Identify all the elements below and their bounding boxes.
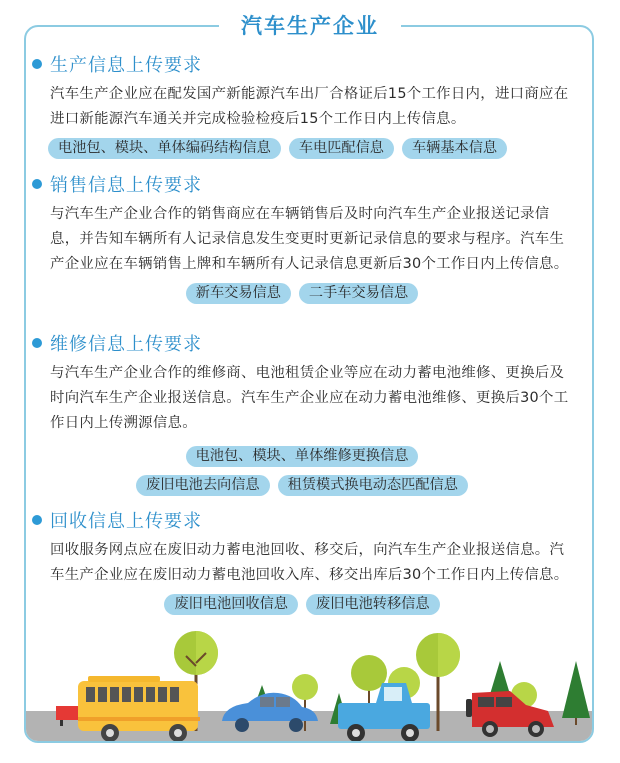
section-heading — [32, 508, 572, 532]
section-sales — [32, 172, 572, 304]
section-heading-text: 维修信息上传要求 — [50, 334, 202, 355]
pine-tree-icon — [562, 661, 590, 718]
bullet-icon — [32, 179, 42, 189]
section-body: 与汽车生产企业合作的维修商、电池租赁企业等应在动力蓄电池维修、更换后及时向汽车生产企业报送信息。汽车生产企业应在动力蓄电池维修、更换后30个工作日内上传溯源信息。 — [50, 365, 569, 431]
section-body: 与汽车生产企业合作的销售商应在车辆销售后及时向汽车生产企业报送记录信息，并告知车辆所有人记录信息发生变更时更新记录信息的要求与程序。汽车生产企业应在车辆销售上牌和车辆所有人记录信息更新后30个工作日内上传信息。 — [50, 206, 569, 272]
section-heading-text: 生产信息上传要求 — [50, 55, 202, 76]
info-pill: 车辆基本信息 — [402, 138, 507, 159]
info-pill: 车电匹配信息 — [289, 138, 394, 159]
title-bar — [0, 8, 620, 44]
pill-group — [32, 446, 572, 496]
section-repair — [32, 331, 572, 496]
info-pill: 废旧电池去向信息 — [136, 475, 270, 496]
pill-group — [32, 594, 572, 615]
info-pill: 二手车交易信息 — [299, 283, 418, 304]
red-suv-icon — [466, 691, 554, 737]
bullet-icon — [32, 59, 42, 69]
pill-group — [48, 138, 572, 159]
bullet-icon — [32, 338, 42, 348]
street-illustration — [26, 621, 592, 741]
info-pill: 电池包、模块、单体维修更换信息 — [186, 446, 419, 467]
section-body: 汽车生产企业应在配发国产新能源汽车出厂合格证后15个工作日内，进口商应在进口新能源汽车通关并完成检验检疫后15个工作日内上传信息。 — [50, 86, 569, 127]
info-pill: 电池包、模块、单体编码结构信息 — [48, 138, 281, 159]
section-heading-text: 销售信息上传要求 — [50, 175, 202, 196]
pill-group — [32, 283, 572, 304]
section-heading — [32, 172, 572, 196]
school-bus-icon — [56, 676, 200, 741]
bullet-icon — [32, 515, 42, 525]
section-heading — [32, 52, 572, 76]
info-pill: 新车交易信息 — [186, 283, 291, 304]
section-recycling — [32, 508, 572, 615]
section-heading — [32, 331, 572, 355]
section-production — [32, 52, 572, 159]
info-pill: 废旧电池转移信息 — [306, 594, 440, 615]
section-body: 回收服务网点应在废旧动力蓄电池回收、移交后，向汽车生产企业报送信息。汽车生产企业应在废旧动力蓄电池回收入库、移交出库后30个工作日内上传信息。 — [50, 542, 569, 583]
page-title: 汽车生产企业 — [219, 8, 401, 44]
info-pill: 租赁模式换电动态匹配信息 — [278, 475, 468, 496]
info-pill: 废旧电池回收信息 — [164, 594, 298, 615]
section-heading-text: 回收信息上传要求 — [50, 511, 202, 532]
